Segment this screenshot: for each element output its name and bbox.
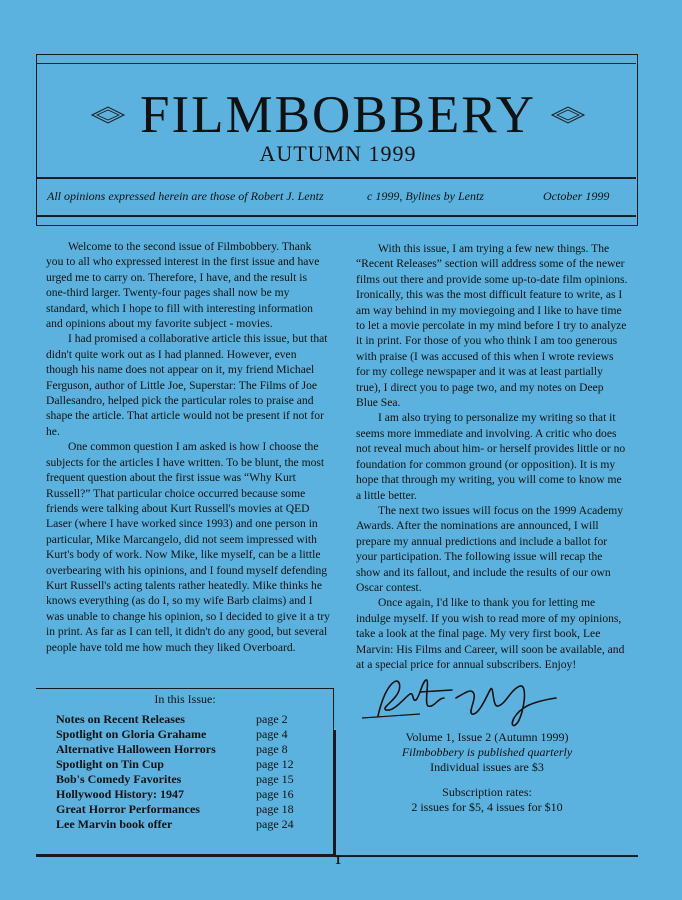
subscription-info: [346, 730, 628, 815]
publication-frequency: Filmbobbery is published quarterly: [401, 745, 573, 759]
toc-item-page: page 4: [256, 727, 288, 741]
toc-item: [56, 727, 326, 742]
toc-item-name: Lee Marvin book offer: [56, 817, 173, 831]
toc-item-name: Hollywood History: 1947: [56, 787, 184, 801]
masthead-rule-upper: [37, 177, 636, 179]
issue-season: AUTUMN 1999: [259, 141, 417, 166]
subscription-rates: 2 issues for $5, 4 issues for $10: [411, 800, 563, 814]
toc-item-page: page 12: [256, 757, 294, 771]
toc-item-page: page 16: [256, 787, 294, 801]
toc-item: [56, 772, 326, 787]
byline-row: [37, 189, 639, 209]
subscription-heading: Subscription rates:: [442, 785, 532, 799]
article-paragraph: Once again, I'd like to thank you for letting me indulge myself. If you wish to read more of my opinions, take a look at the final page. My very first book, Lee Marvin: His Films and Career, will soon be available, and at a special price for annual subscribers. Enjoy!: [356, 596, 625, 671]
author-signature: [360, 668, 560, 732]
left-column: [46, 239, 330, 655]
toc-title: In this Issue:: [154, 692, 216, 706]
article-paragraph: With this issue, I am trying a few new things. The “Recent Releases” section will address some of the newer films out there and provide some up-to-date film opinions. Ironically, this was the most difficult feature to write, as I am way behind in my moviegoing and I like to have time to let a movie percolate in my mind before I try to analyze it in print. For those of you who think I am too generous with praise (I was accused of this when I wrote reviews for my college newspaper and it was at least partially true), I direct you to page two, and my notes on Deep Blue Sea.: [356, 242, 628, 410]
toc-item-page: page 24: [256, 817, 294, 831]
volume-issue: Volume 1, Issue 2 (Autumn 1999): [405, 730, 569, 744]
title-row: [37, 85, 639, 145]
toc-item: [56, 802, 326, 817]
article-paragraph: I am also trying to personalize my writing so that it seems more immediate and involving. A critic who does not reveal much about him- or herself provides little or no foundation for common ground (or opposition). It is my hope that through my writing, you will come to know me a little better.: [356, 411, 626, 502]
footer-divider: [334, 730, 336, 855]
toc-item: [56, 787, 326, 802]
masthead-rule-lower: [37, 215, 636, 217]
article-paragraph: One common question I am asked is how I choose the subjects for the articles I have written. To be blunt, the most frequent question about the first issue was “Why Kurt Russell?” That particular choice occurred because some friends were talking about Kurt Russell's movies at QED Laser (where I have worked since 1993) and one person in particular, Mike Marcangelo, did not seem impressed with Kurt's body of work. Now Mike, like myself, can be a little overbearing with his opinions, and I found myself defending Kurt Russell's acting talents rather heatedly. Mike thinks he knows everything (as do I, so my wife Barb claims) and I was unable to change his opinion, so I decided to give it a try in print. As far as I can tell, it didn't do any good, but several people have told me how much they liked Overboard.: [46, 440, 330, 654]
toc-item: [56, 817, 326, 832]
toc-item-name: Notes on Recent Releases: [56, 712, 185, 726]
article-paragraph: I had promised a collaborative article this issue, but that didn't quite work out as I had planned. However, even though his name does not appear on it, my friend Michael Ferguson, author of Little Joe, Superstar: The Films of Joe Dallesandro, helped pick the particular roles to praise and shape the article. That article would not be present if not for he.: [46, 332, 328, 438]
byline-date: October 1999: [543, 189, 610, 203]
toc-item-page: page 2: [256, 712, 288, 726]
toc-item-name: Bob's Comedy Favorites: [56, 772, 182, 786]
byline-opinions: All opinions expressed herein are those of Robert J. Lentz: [47, 189, 324, 203]
toc-item-name: Spotlight on Tin Cup: [56, 757, 164, 771]
page-number: 1: [334, 852, 342, 867]
toc-item-name: Alternative Halloween Horrors: [56, 742, 216, 756]
masthead-inner-rule-top: [37, 63, 636, 64]
issue-price: Individual issues are $3: [430, 760, 544, 774]
diamond-ornament-icon: [90, 105, 126, 125]
toc-item-name: Great Horror Performances: [56, 802, 200, 816]
toc-item-name: Spotlight on Gloria Grahame: [56, 727, 207, 741]
intro-paragraph: Welcome to the second issue of Filmbobbery. Thank you to all who expressed interest in the first issue and have urged me to carry on. Therefore, I have, and the result is one-third larger. Twenty-four pages shall now be my standard, which I hope to fill with interesting information and opinions about my favorite subject - movies.: [46, 240, 320, 331]
toc-item-page: page 18: [256, 802, 294, 816]
table-of-contents: [36, 688, 334, 855]
diamond-ornament-icon: [550, 105, 586, 125]
toc-item: [56, 757, 326, 772]
toc-list: [56, 712, 326, 832]
right-column: [356, 241, 628, 672]
toc-item-page: page 15: [256, 772, 294, 786]
spacer: [346, 775, 628, 785]
toc-item-page: page 8: [256, 742, 288, 756]
masthead: [36, 54, 638, 226]
toc-item: [56, 712, 326, 727]
byline-copyright: c 1999, Bylines by Lentz: [367, 189, 484, 203]
article-paragraph: The next two issues will focus on the 1999 Academy Awards. After the nominations are announced, I will prepare my annual predictions and include a ballot for your participation. The following issue will recap the show and its fallout, and include the results of our own Oscar contest.: [356, 503, 624, 594]
toc-item: [56, 742, 326, 757]
newsletter-title: FILMBOBBERY: [139, 85, 537, 144]
